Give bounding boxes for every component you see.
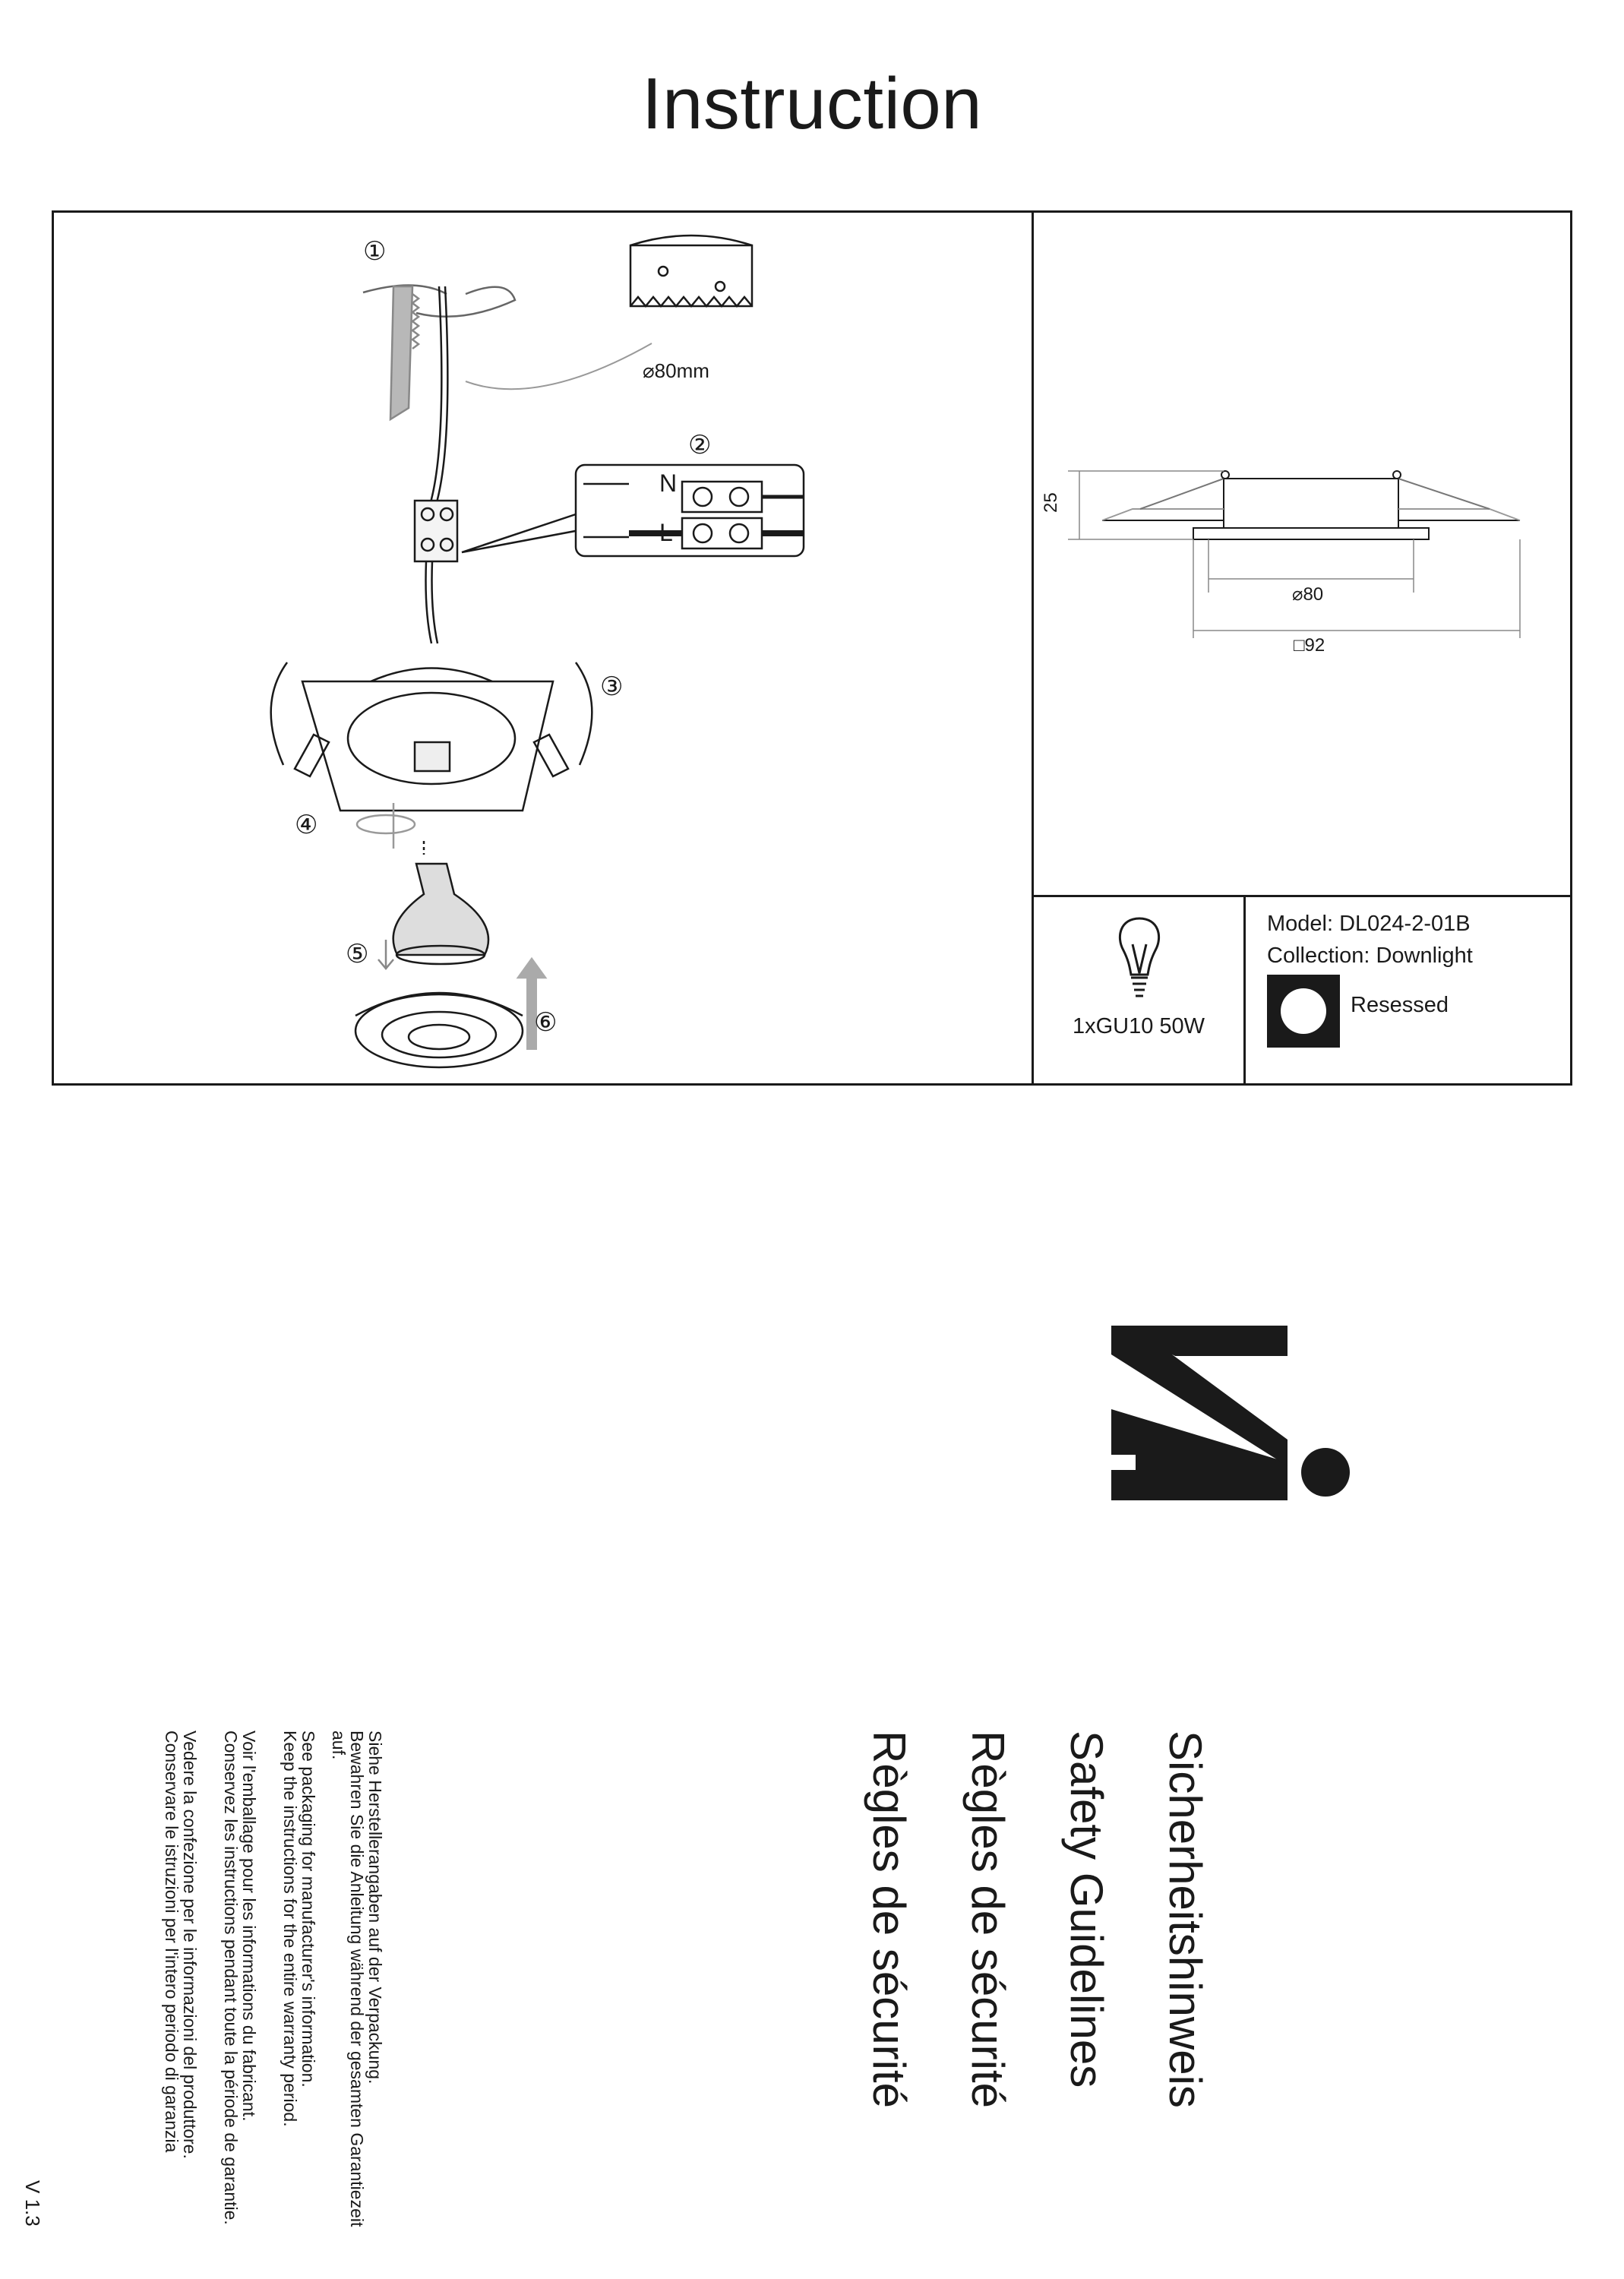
page-title: Instruction <box>641 63 983 144</box>
step-number: ② <box>688 431 712 460</box>
safety-heading-fr: Règles de sécurité <box>962 1731 1013 2108</box>
divider <box>1243 895 1246 1086</box>
step-number: ③ <box>600 672 624 701</box>
model-number: Model: DL024-2-01B <box>1267 912 1471 936</box>
mounting-type: Resessed <box>1351 993 1449 1017</box>
live-label: L <box>659 519 673 546</box>
recessed-icon <box>1267 975 1340 1048</box>
cutout-label: ⌀80mm <box>643 359 709 382</box>
collection-name: Collection: Downlight <box>1267 944 1473 968</box>
lamp-spec: 1xGU10 50W <box>1072 1014 1205 1038</box>
safety-heading-de: Sicherheitshinweis <box>1160 1731 1211 2108</box>
safety-text-line: auf. <box>329 1731 349 1760</box>
safety-text-line: Keep the instructions for the entire warranty period. <box>280 1731 300 2127</box>
safety-text-line: See packaging for manufacturer's information. <box>299 1731 318 2088</box>
version-label: V 1.3 <box>21 2180 44 2227</box>
safety-text-line: Siehe Herstellerangaben auf der Verpackung. <box>365 1731 385 2085</box>
step-number: ④ <box>295 811 318 839</box>
installation-diagram <box>52 210 1032 1086</box>
hole-saw-icon <box>630 235 752 306</box>
dimension-drawing <box>1034 213 1570 893</box>
safety-text-line: Voir l'emballage pour les informations du fabricant. <box>239 1731 259 2122</box>
safety-heading-en: Safety Guidelines <box>1061 1731 1112 2088</box>
safety-heading-it: Règles de sécurité <box>864 1731 915 2108</box>
square-dimension: □92 <box>1294 635 1325 656</box>
safety-text-line: Conservare le istruzioni per l'intero periodo di garanzia <box>162 1731 182 2153</box>
step-number: ⑥ <box>534 1008 558 1037</box>
neutral-label: N <box>659 469 678 497</box>
safety-text-line: Vedere la confezione per le informazioni del produttore. <box>180 1731 200 2159</box>
height-dimension: 25 <box>1041 492 1061 513</box>
safety-text-line: Conservez les instructions pendant toute la période de garantie. <box>221 1731 241 2225</box>
brand-logo <box>1105 1322 1356 1504</box>
step-number: ① <box>363 237 387 266</box>
divider <box>1032 895 1572 897</box>
step-number: ⑤ <box>346 940 369 969</box>
safety-text-line: Bewahren Sie die Anleitung während der gesamten Garantiezeit <box>347 1731 367 2227</box>
diameter-dimension: ⌀80 <box>1292 584 1324 605</box>
bulb-icon <box>1113 914 1166 1005</box>
